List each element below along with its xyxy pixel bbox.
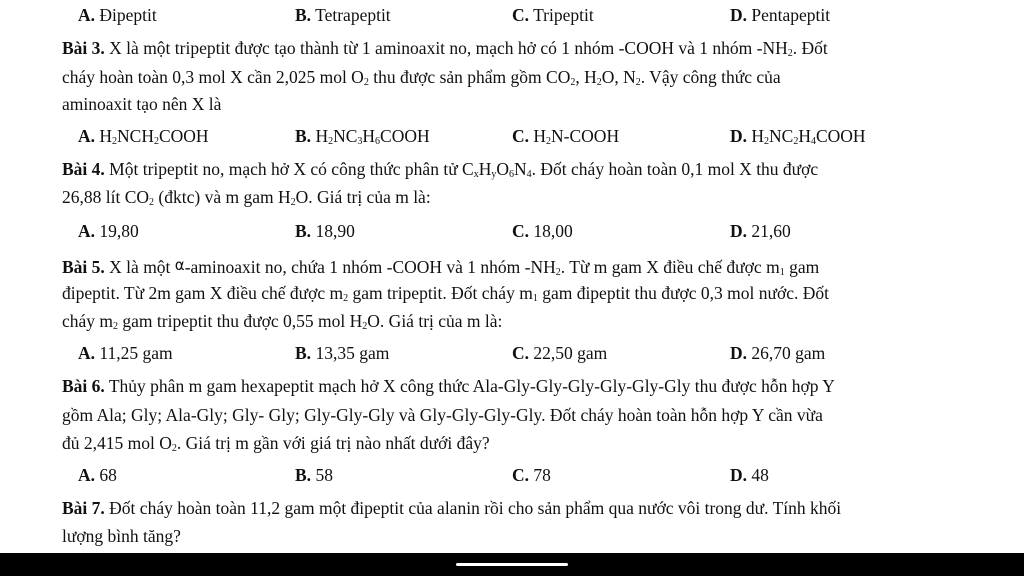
q4-option-b: B. 18,90 — [295, 221, 355, 241]
q5-option-c: C. 22,50 gam — [512, 343, 608, 363]
q4-option-a: A. 19,80 — [78, 221, 139, 241]
q7-line-1: Bài 7. Đốt cháy hoàn toàn 11,2 gam một đipeptit của alanin rồi cho sản phẩm qua nước vôi trong dư. Tính khối — [62, 498, 842, 518]
q5-option-a: A. 11,25 gam — [78, 343, 173, 363]
q3-option-d: D. $H_2NC_2H_4COOH$ — [730, 126, 866, 147]
alpha-symbol: α — [174, 256, 185, 274]
q5-option-b: B. 13,35 gam — [295, 343, 390, 363]
q3-option-b: B. $H_2NC_3H_6COOH$ — [295, 126, 430, 147]
q3-line-3: aminoaxit tạo nên X là — [62, 94, 222, 114]
q5-line-1: Bài 5. X là một α-aminoaxit no, chứa 1 nhóm -COOH và 1 nhóm $-NH_2$. Từ m gam X điều chế được $m_1$ gam — [62, 256, 820, 278]
home-gesture-handle[interactable] — [456, 563, 568, 566]
q2-option-d: D. Pentapeptit — [730, 5, 831, 25]
q3-option-a: A. $H_2NCH_2COOH$ — [78, 126, 209, 147]
q4-option-c: C. 18,00 — [512, 221, 573, 241]
q5-line-2: đipeptit. Từ 2m gam X điều chế được $m_2$ gam tripeptit. Đốt cháy $m_1$ gam đipeptit thu được 0,3 mol nước. Đốt — [62, 283, 830, 304]
q3-line-2: cháy hoàn toàn 0,3 mol X cần 2,025 mol $O_2$ thu được sản phẩm gồm $CO_2$, $H_2O$, $N_2$. Vậy công thức của — [62, 67, 781, 88]
q6-line-3: đủ 2,415 mol $O_2$. Giá trị m gần với giá trị nào nhất dưới đây? — [62, 433, 490, 454]
q4-option-d: D. 21,60 — [730, 221, 791, 241]
q6-option-d: D. 48 — [730, 465, 769, 485]
q6-line-1: Bài 6. Thủy phân m gam hexapeptit mạch hở X công thức Ala-Gly-Gly-Gly-Gly-Gly-Gly thu được hỗn hợp Y — [62, 376, 835, 396]
q3-line-1: Bài 3. X là một tripeptit được tạo thành từ 1 aminoaxit no, mạch hở có 1 nhóm -COOH và 1 nhóm $-NH_2$. Đốt — [62, 38, 828, 59]
q3-option-c: C. $H_2N$-COOH — [512, 126, 620, 147]
q2-option-c: C. Tripeptit — [512, 5, 594, 25]
q5-option-d: D. 26,70 gam — [730, 343, 826, 363]
q6-option-a: A. 68 — [78, 465, 117, 485]
q4-line-1: Bài 4. Một tripeptit no, mạch hở X có công thức phân tử $C_xH_yO_6N_4$. Đốt cháy hoàn toàn 0,1 mol X thu được — [62, 159, 819, 180]
q7-line-2: lượng bình tăng? — [62, 526, 181, 546]
q2-option-b: B. Tetrapeptit — [295, 5, 391, 25]
q4-line-2: 26,88 lít $CO_2$ (đktc) và m gam $H_2O$. Giá trị của m là: — [62, 187, 431, 208]
q2-option-a: A. Đipeptit — [78, 5, 157, 25]
q6-line-2: gồm Ala; Gly; Ala-Gly; Gly- Gly; Gly-Gly-Gly và Gly-Gly-Gly-Gly. Đốt cháy hoàn toàn hỗn hợp Y cần vừa — [62, 405, 823, 425]
q5-line-3: cháy $m_2$ gam tripeptit thu được 0,55 mol $H_2O$. Giá trị của m là: — [62, 311, 503, 332]
q6-option-c: C. 78 — [512, 465, 551, 485]
q6-option-b: B. 58 — [295, 465, 333, 485]
